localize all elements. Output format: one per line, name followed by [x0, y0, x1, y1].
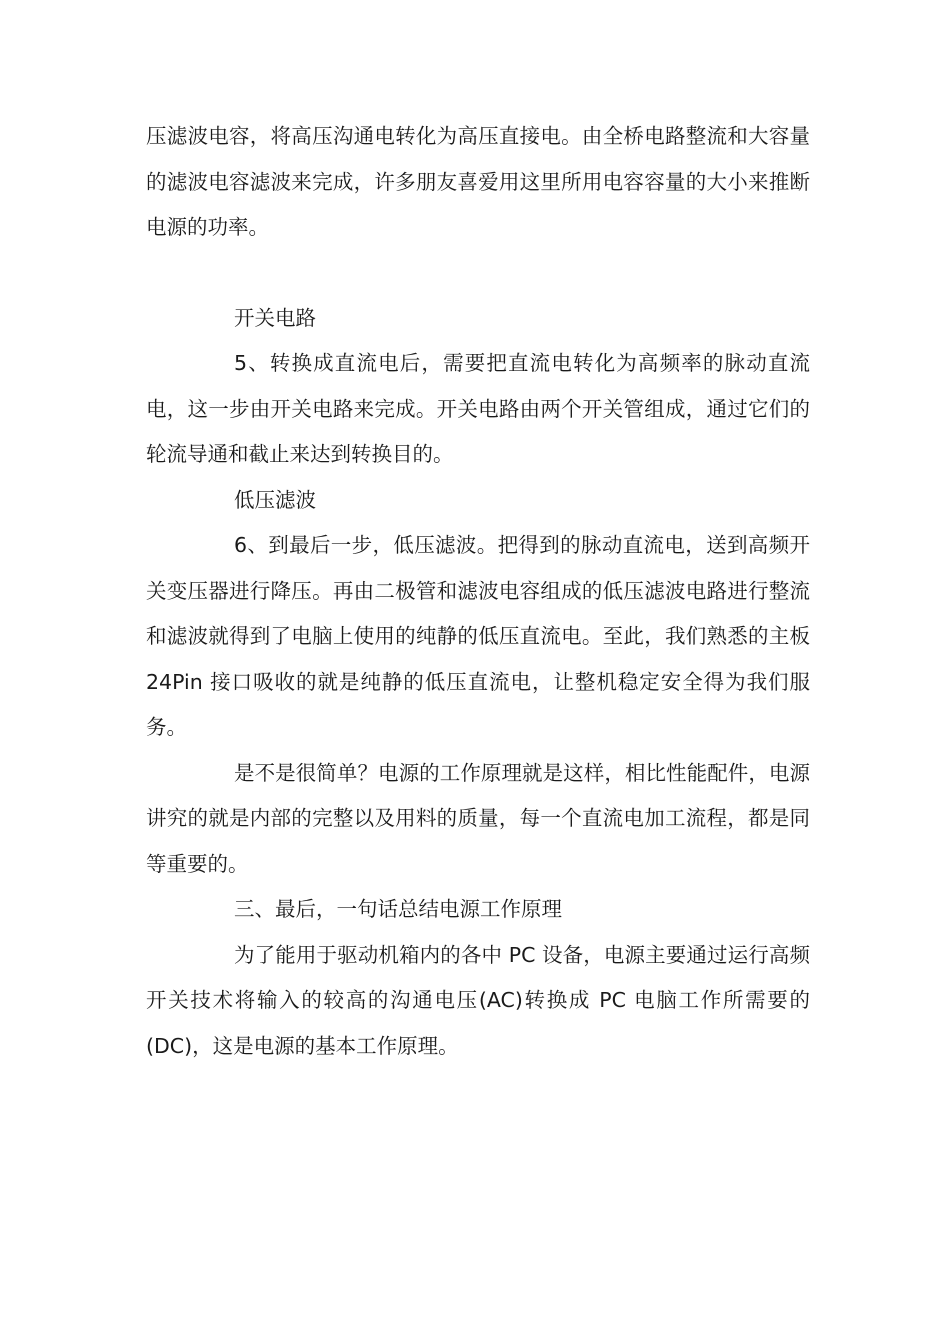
paragraph-summary: 是不是很简单？电源的工作原理就是这样，相比性能配件，电源讲究的就是内部的完整以及用料的质量，每一个直流电加工流程，都是同等重要的。	[146, 760, 810, 876]
document-body	[146, 114, 810, 1069]
paragraph-step-6: 6、到最后一步，低压滤波。把得到的脉动直流电，送到高频开关变压器进行降压。再由二极管和滤波电容组成的低压滤波电路进行整流和滤波就得到了电脑上使用的纯静的低压直流电。至此，我们熟悉的主板 24Pin 接口吸收的就是纯静的低压直流电，让整机稳定安全得为我们服务。	[146, 533, 810, 739]
paragraph-filter-capacitor: 压滤波电容，将高压沟通电转化为高压直接电。由全桥电路整流和大容量的滤波电容滤波来完成，许多朋友喜爱用这里所用电容容量的大小来推断电源的功率。	[146, 124, 810, 239]
paragraph-step-5: 5、转换成直流电后，需要把直流电转化为高频率的脉动直流电，这一步由开关电路来完成。开关电路由两个开关管组成，通过它们的轮流导通和截止来达到转换目的。	[146, 351, 810, 466]
heading-switch-circuit: 开关电路	[234, 305, 316, 330]
heading-section-three: 三、最后，一句话总结电源工作原理	[234, 897, 562, 921]
paragraph-conclusion: 为了能用于驱动机箱内的各中 PC 设备，电源主要通过运行高频开关技术将输入的较高的沟通电压(AC)转换成 PC 电脑工作所需要的(DC)，这是电源的基本工作原理。	[146, 942, 810, 1058]
heading-low-voltage-filter: 低压滤波	[234, 487, 316, 512]
paragraph-spacer	[146, 251, 810, 296]
